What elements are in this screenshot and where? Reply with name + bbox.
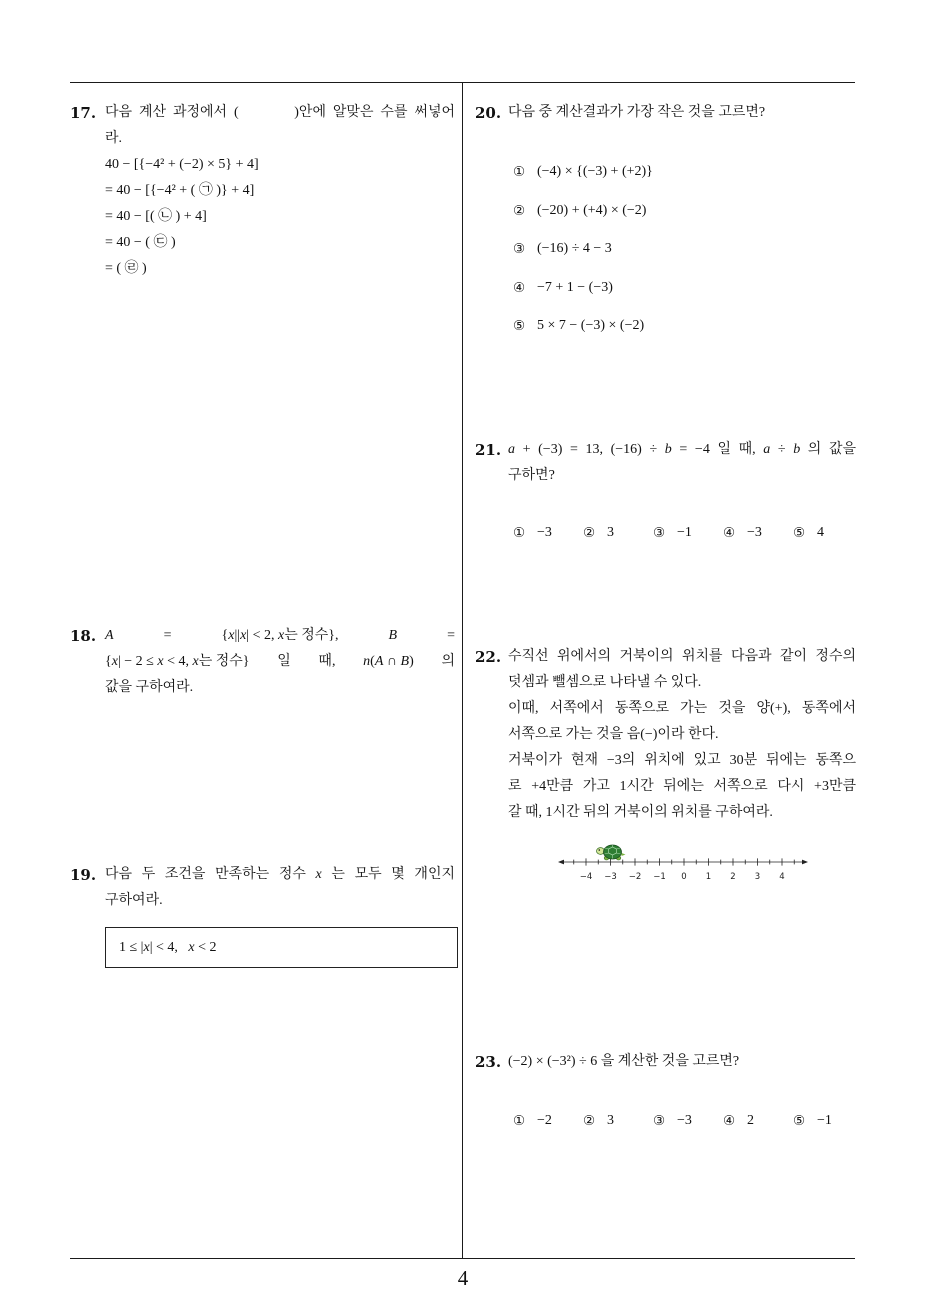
choice-text: −7 + 1 − (−3) <box>537 279 613 295</box>
question-number: 19. <box>70 866 97 884</box>
question-text-line: 수직선 위에서의 거북이의 위치를 다음과 같이 정수의 <box>508 649 856 664</box>
number-line <box>555 840 811 885</box>
answer-choice <box>513 313 653 352</box>
question-number: 17. <box>70 104 97 122</box>
choice-number: ① <box>513 1113 526 1129</box>
calculation-step: = 40 − [( ㉡ ) + 4] <box>105 209 207 224</box>
question-text-line: 갈 때, 1시간 뒤의 거북이의 위치를 구하여라. <box>508 805 773 820</box>
choice-text: −2 <box>537 1113 552 1128</box>
choice-text: −1 <box>817 1113 832 1128</box>
question-number: 20. <box>475 104 502 122</box>
math-variable: B <box>400 654 410 669</box>
answer-choice <box>653 520 723 546</box>
question-text-line: 서쪽으로 가는 것을 음(−)이라 한다. <box>508 727 719 742</box>
choice-text: 2 <box>747 1113 754 1128</box>
question-text-line: 구하여라. <box>105 893 163 908</box>
answer-choice <box>583 1108 653 1134</box>
number-line-label: −2 <box>628 872 642 882</box>
number-line-labels <box>580 872 785 882</box>
calculation-step: = ( ㉣ ) <box>105 261 147 276</box>
text-word: 때, <box>318 654 336 669</box>
question-text-line: 덧셈과 뺄셈으로 나타낼 수 있다. <box>508 675 702 690</box>
choice-number: ④ <box>723 525 736 541</box>
number-line-label: −4 <box>579 872 593 882</box>
math-variable: x <box>192 654 199 669</box>
right-arrow-icon <box>802 860 808 865</box>
question-body <box>105 862 455 914</box>
choice-number: ③ <box>653 1113 666 1129</box>
text-word: 의 <box>441 654 455 669</box>
question-text-line: 다음 두 조건을 만족하는 정수 x 는 모두 몇 개인지 <box>105 867 456 882</box>
question-number: 22. <box>475 648 502 666</box>
choice-number: ① <box>513 164 526 180</box>
answer-choice <box>513 520 583 546</box>
question-text-line: 라. <box>105 131 123 146</box>
choice-text: 3 <box>607 1113 614 1128</box>
math-variable: x <box>188 940 195 955</box>
answer-choices <box>513 520 863 546</box>
choice-number: ⑤ <box>513 318 526 334</box>
choice-number: ② <box>513 202 526 219</box>
number-line-label: 4 <box>779 872 785 882</box>
choice-number: ① <box>513 525 526 541</box>
choice-number: ⑤ <box>793 1113 806 1129</box>
answer-choice <box>653 1108 723 1134</box>
math-variable: x <box>143 940 150 955</box>
text-word: 일 <box>277 654 291 669</box>
math-variable: x <box>111 654 118 669</box>
question-body <box>508 1049 856 1075</box>
answer-choice <box>513 236 653 275</box>
question-number: 21. <box>475 441 502 459</box>
question-body <box>105 623 455 701</box>
math-variable: a <box>508 442 515 457</box>
question-text-line: 거북이가 현재 −3의 위치에 있고 30분 뒤에는 동쪽으 <box>508 753 856 768</box>
equals-sign: = <box>447 628 455 643</box>
answer-choice <box>513 159 653 198</box>
choice-text: −3 <box>747 525 762 540</box>
question-text-line: 구하면? <box>508 468 555 483</box>
math-variable: x <box>157 654 164 669</box>
math-variable: a <box>763 442 771 457</box>
math-variable: b <box>664 442 672 457</box>
answer-choices <box>513 159 653 352</box>
answer-choice <box>793 1108 863 1134</box>
calculation-step: = 40 − ( ㉢ ) <box>105 235 176 250</box>
choice-text: 5 × 7 − (−3) × (−2) <box>537 318 645 333</box>
choice-number: ② <box>583 1113 596 1129</box>
choice-text: −3 <box>537 525 552 540</box>
question-body <box>508 437 856 489</box>
choice-number: ③ <box>513 241 526 257</box>
question-text-line: 다음 중 계산결과가 가장 작은 것을 고르면? <box>508 105 766 120</box>
answer-choice <box>513 275 653 314</box>
math-variable: x <box>240 628 247 643</box>
turtle-tail <box>622 853 626 856</box>
number-line-label: 1 <box>705 872 712 882</box>
calculation-step: = 40 − [{−4² + ( ㉠ )} + 4] <box>105 183 255 198</box>
choice-text: 4 <box>817 525 824 540</box>
question-text-line <box>105 649 455 675</box>
column-divider <box>462 82 463 1259</box>
answer-choice <box>513 198 653 237</box>
number-line-label: −3 <box>604 872 617 882</box>
choice-number: ③ <box>653 525 666 541</box>
choice-text: (−16) ÷ 4 − 3 <box>537 241 612 256</box>
left-arrow-icon <box>558 860 564 865</box>
intersection-count-expression: n(A ∩ B) <box>363 654 414 669</box>
question-text-line: 로 +4만큼 가고 1시간 뒤에는 서쪽으로 다시 +3만큼 <box>508 779 856 794</box>
bottom-rule <box>70 1258 855 1259</box>
math-variable: A <box>105 628 114 643</box>
question-text-line: (−2) × (−3²) ÷ 6 을 계산한 것을 고르면? <box>508 1054 740 1069</box>
question-text-line: a + (−3) = 13, (−16) ÷ b = −4 일 때, a ÷ b 의 값을 <box>508 442 857 457</box>
question-text-line: 이때, 서쪽에서 동쪽으로 가는 것을 양(+), 동쪽에서 <box>508 701 856 716</box>
question-text-line: 다음 계산 과정에서 ( )안에 알맞은 수를 써넣어 <box>105 105 455 120</box>
math-variable: n <box>363 654 371 669</box>
set-a-definition: {x||x| < 2, x는 정수}, <box>221 628 339 643</box>
question-number: 18. <box>70 627 97 645</box>
equals-sign: = <box>163 628 172 643</box>
math-variable: B <box>388 628 398 643</box>
choice-number: ② <box>583 525 596 541</box>
number-line-label: 3 <box>754 872 761 882</box>
choice-text: (−4) × {(−3) + (+2)} <box>537 164 653 179</box>
math-variable: x <box>315 867 322 882</box>
answer-choice <box>793 520 863 546</box>
question-body <box>508 644 856 826</box>
turtle-icon <box>597 845 626 860</box>
calculation-step: 40 − [{−4² + (−2) × 5} + 4] <box>105 157 259 172</box>
answer-choice <box>723 520 793 546</box>
number-line-label: −1 <box>653 872 666 882</box>
answer-choices <box>513 1108 863 1134</box>
choice-text: (−20) + (+4) × (−2) <box>537 202 647 218</box>
page-number: 4 <box>457 1266 469 1290</box>
question-text-line: 값을 구하여라. <box>105 680 194 695</box>
answer-choice <box>513 1108 583 1134</box>
number-line-label: 2 <box>730 872 736 882</box>
choice-number: ④ <box>513 279 526 296</box>
answer-choice <box>583 520 653 546</box>
condition-box: 1 ≤ |x| < 4, x < 2 <box>105 927 458 968</box>
turtle-eye <box>599 849 601 851</box>
question-number: 23. <box>475 1053 502 1071</box>
math-variable: x <box>228 628 235 643</box>
choice-number: ⑤ <box>793 525 806 541</box>
choice-text: −3 <box>677 1113 692 1128</box>
set-a-name <box>105 623 114 649</box>
answer-choice <box>723 1108 793 1134</box>
question-body <box>105 100 455 282</box>
choice-text: 3 <box>607 525 614 540</box>
math-variable: b <box>793 442 801 457</box>
choice-number: ④ <box>723 1113 736 1129</box>
question-body <box>508 100 856 126</box>
set-b-name <box>389 623 398 649</box>
question-text-line <box>105 623 455 649</box>
set-b-definition: {x| − 2 ≤ x < 4, x는 정수} <box>105 654 250 669</box>
math-variable: A <box>374 654 384 669</box>
choice-text: −1 <box>677 525 692 540</box>
math-variable: x <box>277 628 285 643</box>
number-line-label: 0 <box>681 872 687 882</box>
